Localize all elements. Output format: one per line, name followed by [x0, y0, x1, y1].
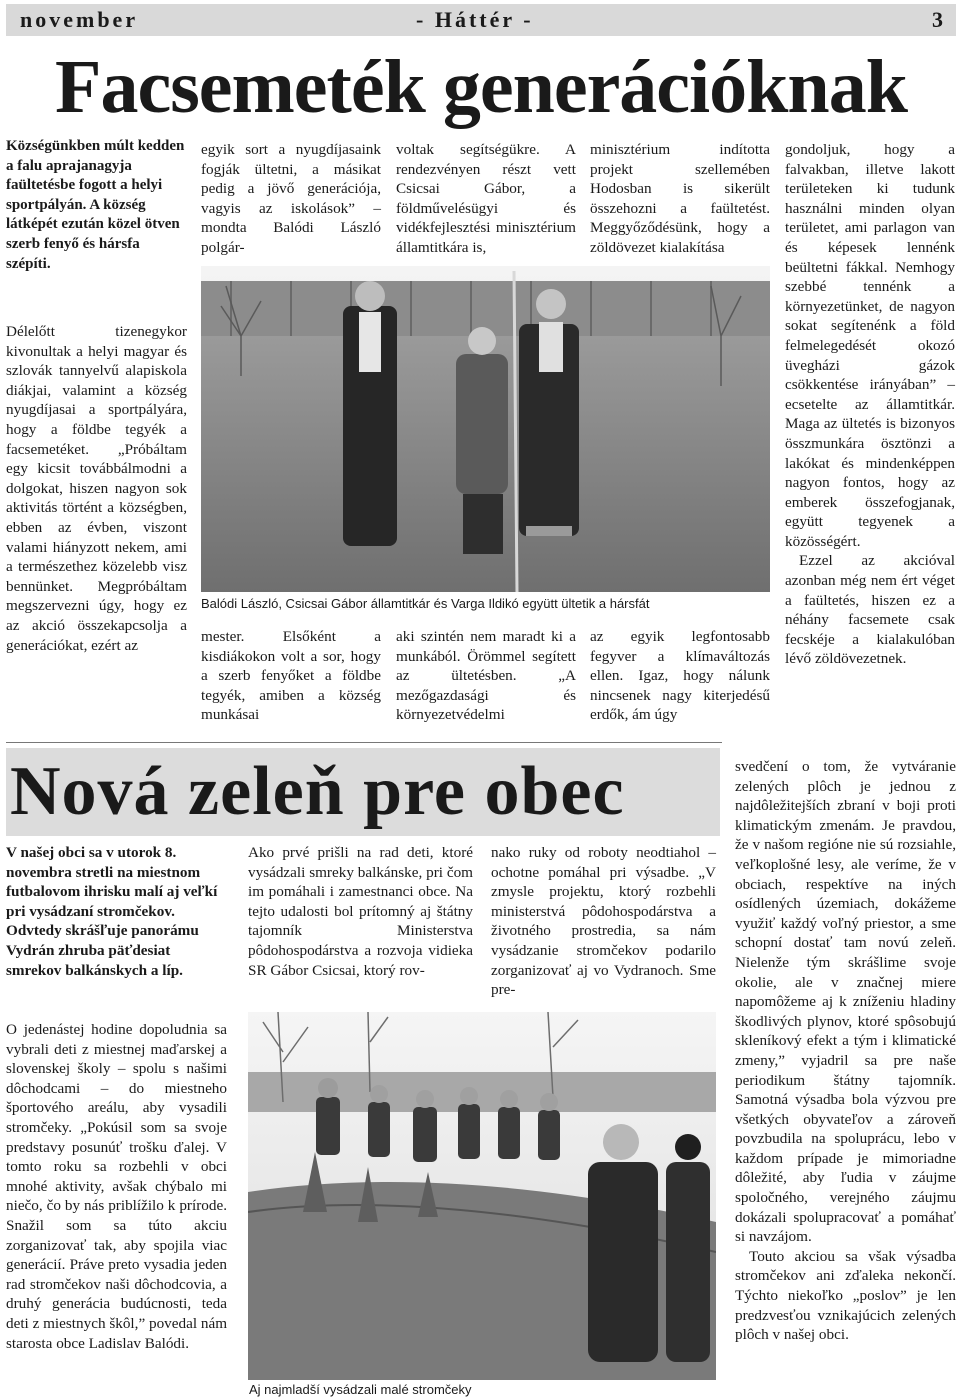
- article1-column-1: Délelőtt tizenegykor kivonultak a helyi magyar és szlovák tannyelvű alapiskola diákjai, valamint a község nyugdíjasai a sportpályára, hogy a földbe tegyék a facsemetéket. „Próbáltam egy kicsit továbbálmodni a dolgokat, hiszen nagyon sok aktivitás történt a községben, ebben az évben, viszont valami hiányzott nekem, ami a természethez közelebb visz bennünket. Megpróbáltam megszervezni úgy, hogy ez az akció összekapcsolja a generációkat, ezért az: [6, 323, 187, 654]
- article1-column-5: [785, 140, 955, 669]
- header-month: november: [20, 7, 139, 32]
- article2-headline: Nová zeleň pre obec: [10, 753, 625, 830]
- article2-photo-caption: Aj najmladší vysádzali malé stromčeky: [249, 1382, 472, 1397]
- article1-lead: Községünkben múlt kedden a falu aprajanagyja faültetésbe fogott a helyi sportpályán. A község látképét ezután közel ötven szerb fenyő és hársfa szépíti.: [6, 138, 185, 272]
- article2-column-3: nako ruky od roboty neodtiahol – ochotne pomáhal pri výsadbe. „V zmysle projektu, ktorý rozbehli ministerstvá pôdohospodárstva a životného prostredia, sa nám vysádzanie stromčekov podarilo zorganizovať aj vo Vydranoch. Sme pre-: [491, 844, 716, 999]
- article1-photo-caption: Balódi László, Csicsai Gábor államtitkár és Varga Ildikó együtt ültetik a hársfát: [201, 596, 650, 611]
- article1-headline: Facsemeték generációknak: [55, 45, 907, 129]
- article1-column-4-bottom: az egyik legfontosabb fegyver a klímaváltozás ellen. Igaz, hogy nálunk nincsenek nagy kiterjedésű erdők, ám úgy: [590, 628, 770, 724]
- article2-column-4-paragraph-2: Touto akciou sa však výsadba stromčekov ani zďaleka nekončí. Týchto niekoľko „poslov” je len predzvesťou vznikajúcich zelených plôch v našej obci.: [735, 1247, 956, 1344]
- article2-column-4-text: svedčení o tom, že vytváranie zelených plôch je jednou z najdôležitejších zbraní v boji proti klimatickým zmenám. Je pravdou, že v našom regióne nie sú rozsiahle, veľkoplošné lesy, ale veríme, že v obciach, respektíve na iných osídlených územiach, dokážeme využiť každý voľný priestor, a sme schopní dostať tam novú zeleň. Nielenže tým skrášlime svoje okolie, ale v značnej miere napomôžeme aj k zníženiu hladiny škodlivých plynov, ktoré spôsobujú skleníkový efekt a tým i klimatické zmeny,” vyjadril sa pre naše periodikum štátny tajomník. Samotná výsadba bola výzvou pre všetkých obyvateľov a zároveň povzbudila na spoluprácu, lebo v každom prípade je mimoriadne dôležité, aby ľudia v záujme spoločného, verejného záujmu dokázali spolupracovať a pomáhať si navzájom.: [735, 758, 956, 1246]
- photo-illustration-2: [248, 1012, 716, 1380]
- article1-column-2-bottom: mester. Elsőként a kisdiákokon volt a sor, hogy a szerb fenyőket a földbe tegyék, amiben a község munkásai: [201, 628, 381, 724]
- article2-lead: V našej obci sa v utorok 8. novembra stretli na miestnom futbalovom ihrisku malí aj veľkí pri vysádzaní stromčekov. Odvtedy skrášľuje panorámu Vydrán zhruba päťdesiat smrekov balkánskych a líp.: [6, 844, 218, 979]
- article1-column-3-top: voltak segítségükre. A rendezvényen részt vett Csicsai Gábor, a földművelésügyi és vidékfejlesztési minisztérium államtitkára is,: [396, 141, 576, 256]
- article1-column-5-text: gondoljuk, hogy a falvakban, illetve lakott területeken ki tudunk használni minden olyan területet, ami parlagon van és képesek lennénk beültetni fákkal. Nemhogy szebbé tennénk a környezetünket, de nagyon sokat segítenénk a föld felmelegedését okozó üvegházi gázok csökkentése irányában” – ecsetelte az államtitkár. Maga az ültetés is bizonyos összmunkára ösztönzi a lakókat és mindenképpen nagyon fontos, hogy az emberek összefogjanak, együtt tegyenek a közösségért.: [785, 141, 955, 550]
- article2-column-1: O jedenástej hodine dopoludnia sa vybrali deti z miestnej maďarskej a slovenskej školy – spolu s našimi dôchodcami – do miestneho športového areálu, aby vysadili stromčeky. „Pokúsil som sa svoje predstavy posunúť trošku ďalej. V tomto roku sa rozbehli v obci mnohé aktivity, avšak chýbalo mi niečo, čo by nás priblížilo k prírode. Snažil som sa túto akciu zorganizovať tak, aby spojila viac generácií. Práve preto vysadia jeden rad stromčekov naši dôchodcovia, a druhý generácia budúcnosti, teda deti z miestnych škôl,” povedal nám starosta obce Ladislav Balódi.: [6, 1021, 228, 1352]
- header-bar: [6, 4, 956, 36]
- photo-illustration: [201, 266, 770, 592]
- section-divider: [6, 742, 722, 743]
- article2-column-2: Ako prvé prišli na rad deti, ktoré vysádzali smreky balkánske, pri čom im pomáhali i zamestnanci obce. Na tejto udalosti bol prítomný aj štátny tajomník Ministerstva pôdohospodárstva a rozvoja vidieka SR Gábor Csicsai, ktorý rov-: [248, 844, 473, 979]
- article1-column-5-paragraph-2: Ezzel az akcióval azonban még nem ért véget a faültetés, hiszen ez a néhány facsemete csak fecskéje a kialakulóban lévő zöldövezetnek.: [785, 552, 955, 668]
- article1-column-2-top: egyik sort a nyugdíjasaink fogják ültetni, a másikat pedig a jövő generációja, vagyis az iskolások” – mondta Balódi László polgár-: [201, 141, 381, 256]
- article1-photo-tree-planting: [201, 266, 770, 592]
- header-section: - Háttér -: [416, 7, 534, 32]
- article2-column-4: [735, 757, 956, 1345]
- page-number: 3: [932, 7, 943, 32]
- article1-column-3-bottom: aki szintén nem maradt ki a munkából. Örömmel segített az ültetésben. „A mezőgazdasági és környezetvédelmi: [396, 628, 576, 724]
- article2-photo-children-planting: [248, 1012, 716, 1380]
- article1-column-4-top: minisztérium indította projekt szellemében Hodosban is sikerült összehozni a faültetést. Meggyőződésünk, hogy a zöldövezet kialakítása: [590, 141, 770, 256]
